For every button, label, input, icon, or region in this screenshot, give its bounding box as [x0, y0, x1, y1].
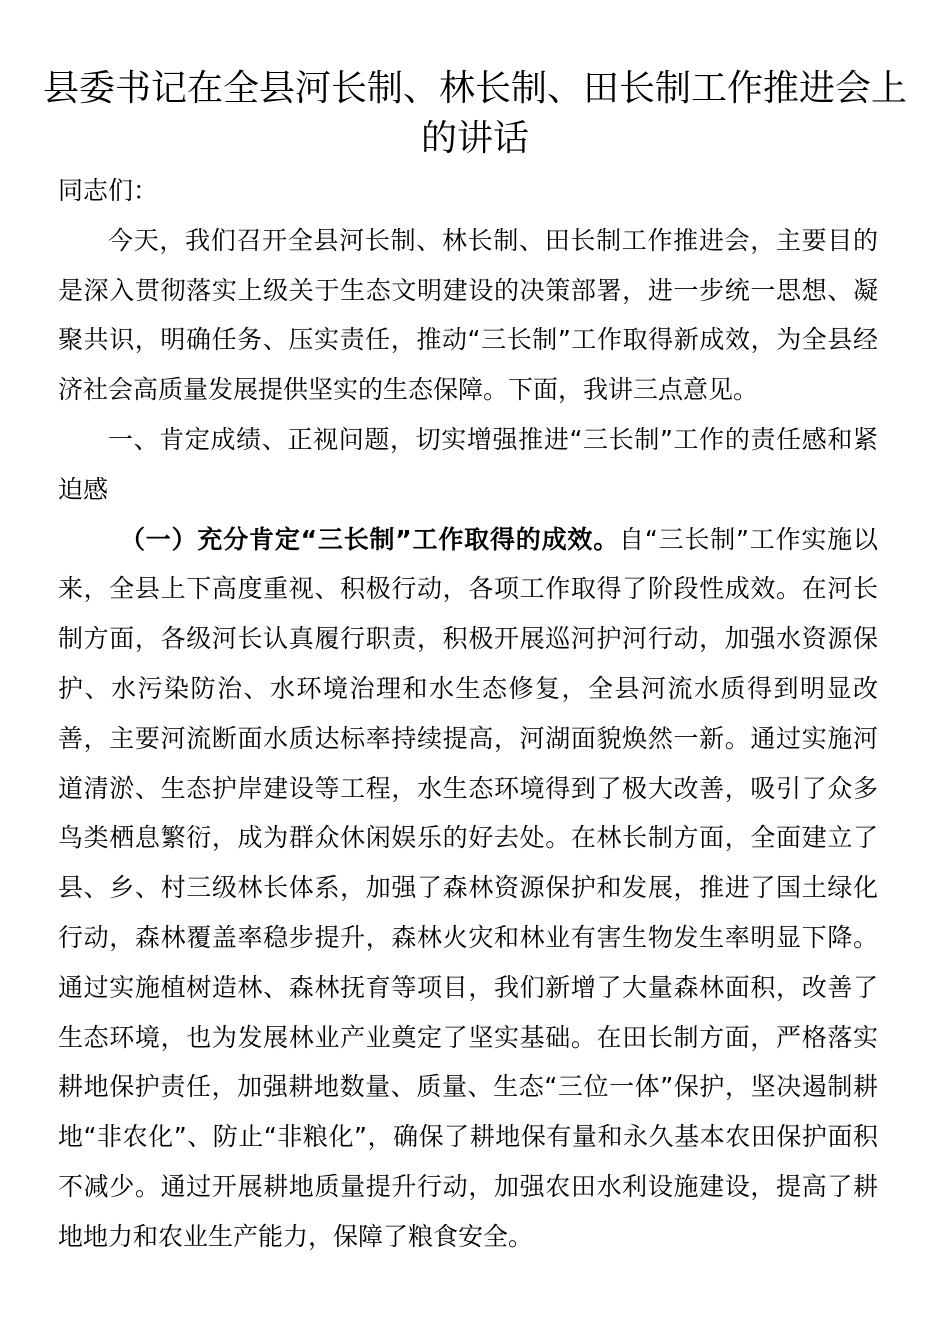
section-heading: 一、肯定成绩、正视问题，切实增强推进“三长制”工作的责任感和紧迫感 — [58, 424, 878, 504]
subsection-lead: （一）充分肯定“三长制”工作取得的成效。 — [120, 524, 620, 554]
salutation: 同志们： — [58, 176, 159, 205]
document-title: 县委书记在全县河长制、林长制、田长制工作推进会上的讲话 — [42, 68, 907, 159]
intro-paragraph: 今天，我们召开全县河长制、林长制、田长制工作推进会，主要目的是深入贯彻落实上级关于生态文明建设的决策部署，进一步统一思想、凝聚共识，明确任务、压实责任，推动“三长制”工作取得新成效，为全县经济社会高质量发展提供坚实的生态保障。下面，我讲三点意见。 — [58, 225, 878, 405]
document-body — [58, 166, 878, 1262]
subsection-body: 自“三长制”工作实施以来，全县上下高度重视、积极行动，各项工作取得了阶段性成效。在河长制方面，各级河长认真履行职责，积极开展巡河护河行动，加强水资源保护、水污染防治、水环境治理和水生态修复，全县河流水质得到明显改善，主要河流断面水质达标率持续提高，河湖面貌焕然一新。通过实施河道清淤、生态护岸建设等工程，水生态环境得到了极大改善，吸引了众多鸟类栖息繁衍，成为群众休闲娱乐的好去处。在林长制方面，全面建立了县、乡、村三级林长体系，加强了森林资源保护和发展，推进了国土绿化行动，森林覆盖率稳步提升，森林火灾和林业有害生物发生率明显下降。通过实施植树造林、森林抚育等项目，我们新增了大量森林面积，改善了生态环境，也为发展林业产业奠定了坚实基础。在田长制方面，严格落实耕地保护责任，加强耕地数量、质量、生态“三位一体”保护，坚决遏制耕地“非农化”、防止“非粮化”，确保了耕地保有量和永久基本农田保护面积不减少。通过开展耕地质量提升行动，加强农田水利设施建设，提高了耕地地力和农业生产能力，保障了粮食安全。 — [58, 524, 878, 1251]
subsection-paragraph — [58, 515, 878, 1262]
